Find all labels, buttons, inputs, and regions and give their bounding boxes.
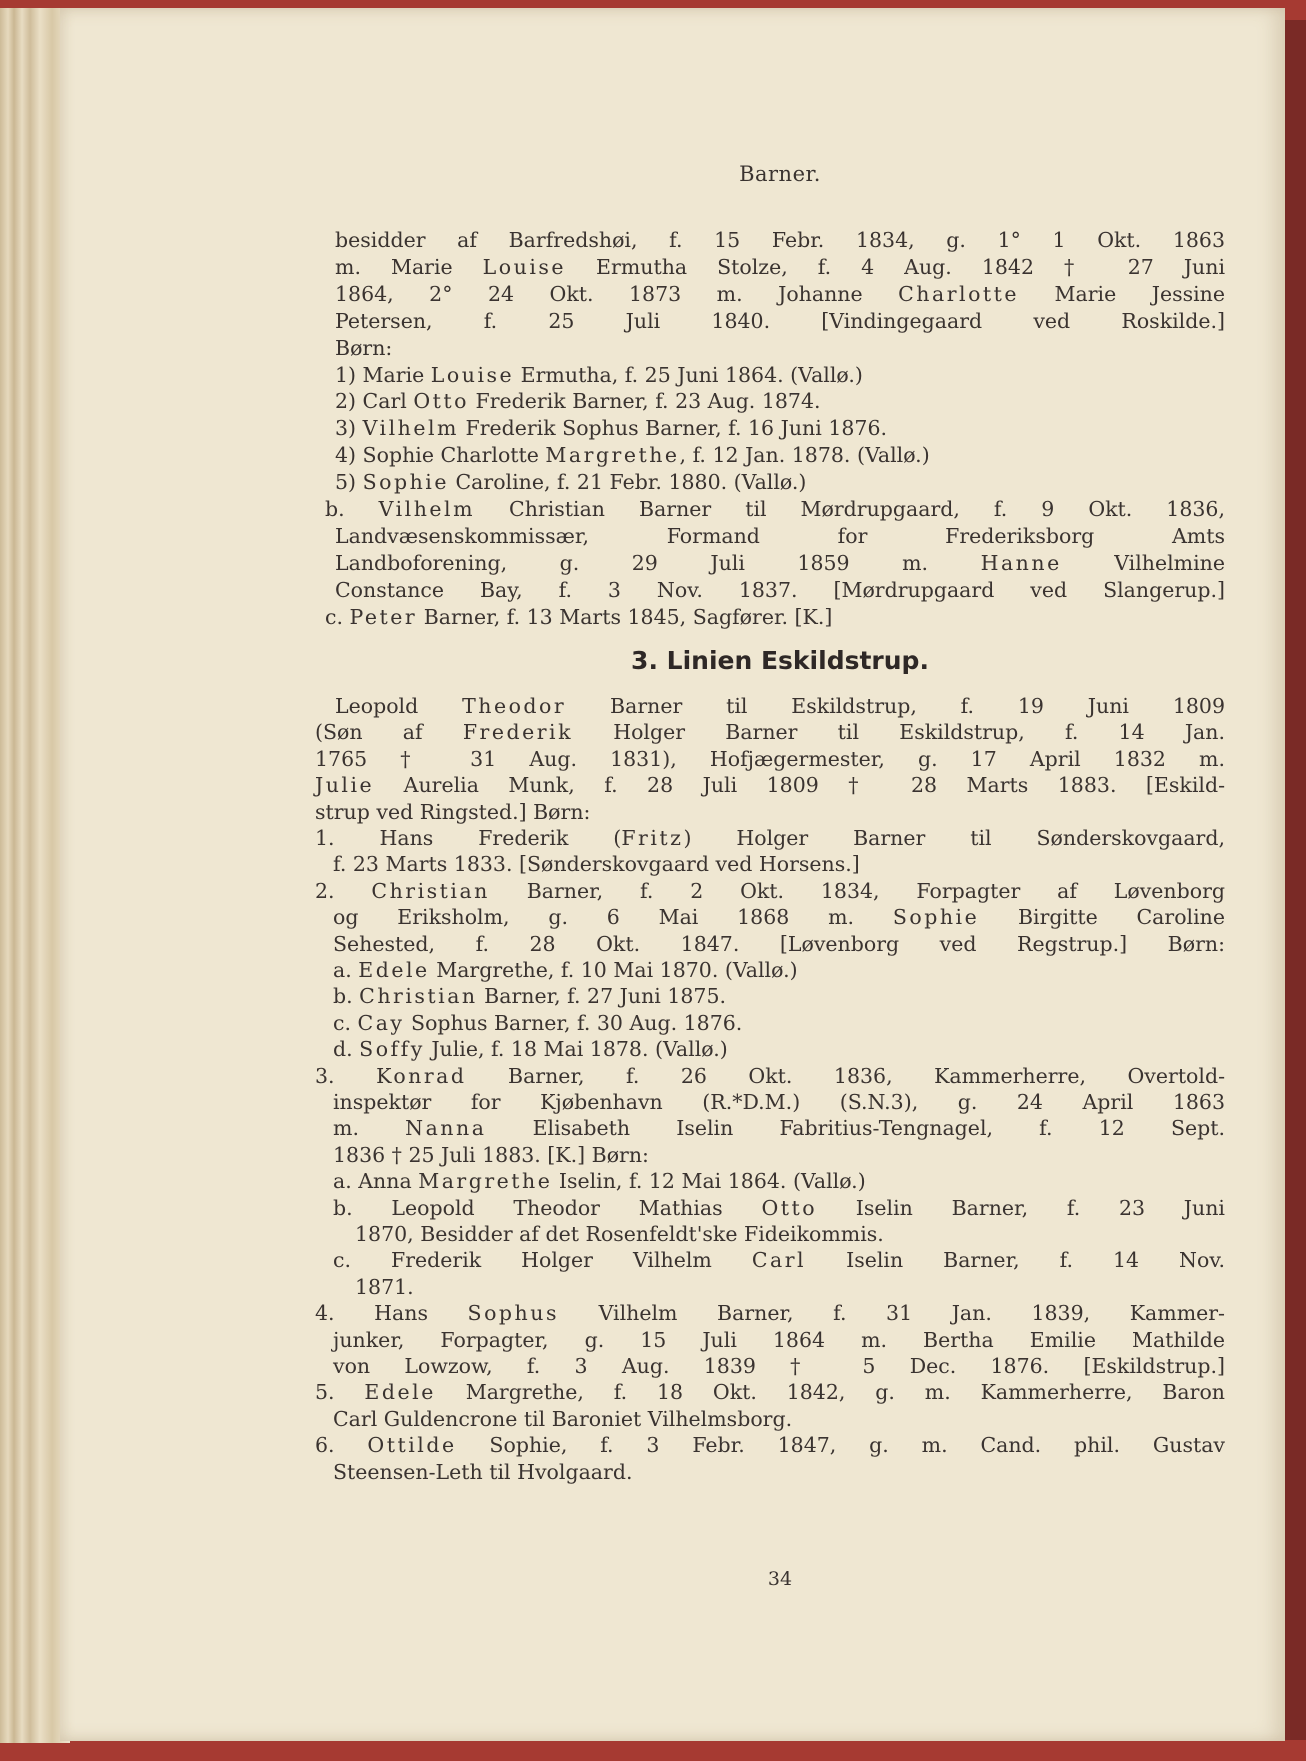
text-segment: 3. [315, 1063, 377, 1088]
text-line [325, 603, 1225, 631]
spaced-name: Edele [358, 958, 430, 982]
text-segment: d. [333, 1037, 360, 1062]
text-line [315, 745, 1225, 773]
text-line [333, 1194, 1225, 1222]
spaced-name: Konrad [376, 1063, 467, 1088]
spaced-name: Frederik [462, 720, 574, 745]
text-segment: Sehested, f. 28 Okt. 1847. [Løvenborg ved Regstrup.] Børn: [333, 931, 1225, 956]
spaced-name: Peter [349, 604, 418, 629]
text-line [335, 307, 1225, 335]
text-line [333, 1326, 1225, 1354]
text-line [325, 495, 1225, 523]
text-segment: b. Leopold Theodor Mathias [333, 1195, 762, 1220]
text-segment: Ermutha Stolze, f. 4 Aug. 1842 † 27 Juni [566, 254, 1225, 279]
text-segment: strup ved Ringsted.] Børn: [315, 799, 591, 824]
text-segment: Barner, f. 26 Okt. 1836, Kammerherre, Overtold- [466, 1063, 1226, 1088]
text-segment: (Søn af [315, 720, 463, 745]
text-line [333, 956, 1225, 984]
text-line [335, 692, 1225, 720]
text-segment: Ermutha, f. 25 Juni 1864. (Vallø.) [514, 362, 863, 387]
page-number: 34 [767, 1568, 793, 1590]
text-segment: Barner, f. 27 Juni 1875. [477, 984, 727, 1009]
text-segment: a. Anna [333, 1169, 419, 1194]
text-line [335, 280, 1225, 308]
text-segment: besidder af Barfredshøi, f. 15 Febr. 1834, g. 1° 1 Okt. 1863 [335, 228, 1225, 252]
text-line [335, 334, 1225, 362]
text-line [333, 1141, 1225, 1169]
spaced-name: Louise [482, 254, 567, 279]
spaced-name: Christian [371, 878, 490, 903]
text-segment: junker, Forpagter, g. 15 Juli 1864 m. Bertha Emilie Mathilde [333, 1327, 1225, 1352]
text-segment: b. [325, 497, 379, 521]
text-line [333, 1458, 1225, 1486]
spaced-name: Edele [364, 1380, 436, 1405]
text-segment: 2. [315, 878, 372, 903]
text-line [335, 522, 1225, 550]
text-segment: Sophie, f. 3 Febr. 1847, g. m. Cand. phil. Gustav [456, 1433, 1226, 1458]
spaced-name: Fritz [621, 826, 684, 850]
text-segment: Aurelia Munk, f. 28 Juli 1809 † 28 Marts 1883. [Eskild- [374, 773, 1225, 798]
spaced-name: Sophie [892, 905, 980, 930]
text-segment: inspektør for Kjøbenhavn (R.*D.M.) (S.N.3), g. 24 April 1863 [333, 1090, 1225, 1114]
text-segment: 4) Sophie Charlotte [335, 443, 546, 468]
text-segment: 5) [335, 470, 363, 495]
running-head: Barner. [739, 162, 821, 186]
text-segment: og Eriksholm, g. 6 Mai 1868 m. [333, 905, 893, 930]
text-line [335, 576, 1225, 604]
spaced-name: Sophie [362, 470, 449, 495]
text-line [335, 253, 1225, 281]
text-line [333, 1167, 1225, 1195]
text-line [333, 903, 1225, 931]
text-segment: , f. 12 Jan. 1878. (Vallø.) [679, 443, 930, 468]
text-segment: Barner, f. 2 Okt. 1834, Forpagter af Løvenborg [489, 878, 1225, 903]
spaced-name: Louise [430, 362, 515, 387]
text-segment: Frederik Barner, f. 23 Aug. 1874. [468, 389, 821, 414]
spaced-name: Cay [357, 1010, 405, 1035]
spaced-name: Julie [315, 773, 375, 798]
text-segment: Sophus Barner, f. 30 Aug. 1876. [404, 1010, 743, 1035]
text-segment: c. [333, 1010, 358, 1035]
text-segment: Landvæsenskommissær, Formand for Frederiksborg Amts [335, 523, 1225, 548]
text-segment: ) Holger Barner til Sønderskovgaard, [683, 826, 1225, 850]
text-line [315, 824, 1225, 852]
spaced-name: Vilhelm [378, 497, 476, 521]
text-line [333, 1009, 1225, 1037]
text-segment: Margrethe, f. 10 Mai 1870. (Vallø.) [429, 958, 798, 982]
text-segment: b. [333, 984, 360, 1009]
text-segment: Constance Bay, f. 3 Nov. 1837. [Mørdrupgaard ved Slangerup.] [335, 577, 1225, 602]
text-line [333, 1246, 1225, 1274]
text-segment: Margrethe, f. 18 Okt. 1842, g. m. Kammerherre, Baron [435, 1380, 1225, 1405]
text-line [315, 877, 1225, 905]
spaced-name: Nanna [405, 1116, 487, 1141]
text-segment: Birgitte Caroline [979, 905, 1225, 930]
spaced-name: Ottilde [367, 1433, 457, 1458]
text-segment: Vilhelmine [1061, 550, 1225, 575]
text-segment: 1836 † 25 Juli 1883. [K.] Børn: [333, 1142, 649, 1167]
text-line [333, 930, 1225, 958]
text-line [335, 549, 1225, 577]
text-segment: 3) [335, 416, 363, 441]
text-line [333, 1352, 1225, 1380]
text-segment: m. Marie [335, 254, 483, 279]
text-line [333, 1035, 1225, 1063]
text-segment: Landboforening, g. 29 Juli 1859 m. [335, 550, 981, 575]
spaced-name: Hanne [980, 550, 1062, 575]
text-segment: 4. Hans [315, 1301, 468, 1326]
spaced-name: Theodor [462, 694, 567, 718]
text-segment: 1870, Besidder af det Rosenfeldt'ske Fideikommis. [355, 1222, 884, 1246]
text-line [335, 468, 1225, 496]
text-segment: Elisabeth Iselin Fabritius-Tengnagel, f. 12 Sept. [486, 1116, 1225, 1141]
text-segment: Vilhelm Barner, f. 31 Jan. 1839, Kammer- [558, 1301, 1225, 1326]
text-segment: 1864, 2° 24 Okt. 1873 m. Johanne [335, 281, 899, 306]
text-line [335, 414, 1225, 442]
text-segment: 2) Carl [335, 389, 414, 414]
text-segment: Steensen-Leth til Hvolgaard. [333, 1459, 633, 1484]
text-segment: Børn: [335, 335, 393, 360]
text-line [333, 850, 1225, 878]
text-segment: Barner, f. 13 Marts 1845, Sagfører. [K.] [417, 604, 833, 629]
text-segment: Iselin Barner, f. 14 Nov. [806, 1248, 1225, 1273]
text-segment: Caroline, f. 21 Febr. 1880. (Vallø.) [448, 470, 807, 495]
text-segment: a. [333, 958, 359, 982]
text-line [355, 1273, 1225, 1301]
spaced-name: Carl [751, 1248, 807, 1273]
book-page [60, 8, 1285, 1741]
text-line [333, 1405, 1225, 1433]
spaced-name: Margrethe [545, 443, 680, 468]
text-segment: 1765 † 31 Aug. 1831), Hofjægermester, g. 17 April 1832 m. [315, 746, 1225, 771]
text-segment: Holger Barner til Eskildstrup, f. 14 Jan. [573, 720, 1225, 745]
text-segment: Iselin, f. 12 Mai 1864. (Vallø.) [552, 1169, 866, 1194]
spaced-name: Margrethe [418, 1169, 553, 1194]
text-segment: c. [325, 604, 350, 629]
spaced-name: Sophus [467, 1301, 559, 1326]
text-line [315, 718, 1225, 746]
text-line [335, 361, 1225, 389]
text-segment: c. Frederik Holger Vilhelm [333, 1248, 752, 1273]
text-segment: Carl Guldencrone til Baroniet Vilhelmsborg. [333, 1406, 793, 1431]
spaced-name: Christian [359, 984, 478, 1009]
text-segment: Frederik Sophus Barner, f. 16 Juni 1876. [458, 416, 888, 441]
text-segment: m. [333, 1116, 406, 1141]
text-segment: 5. [315, 1380, 365, 1405]
text-line [333, 1088, 1225, 1116]
text-segment: Petersen, f. 25 Juli 1840. [Vindingegaard ved Roskilde.] [335, 308, 1225, 333]
text-line [333, 1114, 1225, 1142]
spaced-name: Charlotte [898, 281, 1020, 306]
text-line [315, 798, 1225, 826]
text-line [355, 1220, 1225, 1248]
text-segment: von Lowzow, f. 3 Aug. 1839 † 5 Dec. 1876. [Eskildstrup.] [333, 1354, 1225, 1378]
text-line [315, 1431, 1225, 1459]
book-cover-edge [1285, 20, 1306, 1740]
spaced-name: Otto [761, 1195, 818, 1220]
text-line [333, 982, 1225, 1010]
text-segment: 1. Hans Frederik ( [315, 826, 622, 850]
section-heading: 3. Linien Eskildstrup. [631, 646, 929, 675]
text-line [335, 387, 1225, 415]
text-segment: Julie, f. 18 Mai 1878. (Vallø.) [424, 1037, 728, 1062]
text-line [335, 226, 1225, 254]
text-segment: Leopold [335, 694, 463, 718]
text-line [315, 1062, 1225, 1090]
text-line [315, 1378, 1225, 1406]
text-line [335, 441, 1225, 469]
text-segment: 1) Marie [335, 362, 431, 387]
text-line [315, 1299, 1225, 1327]
spaced-name: Soffy [359, 1037, 425, 1062]
text-segment: Iselin Barner, f. 23 Juni [817, 1195, 1225, 1220]
text-segment: Barner til Eskildstrup, f. 19 Juni 1809 [566, 694, 1225, 718]
text-segment: Marie Jessine [1019, 281, 1226, 306]
text-line [315, 771, 1225, 799]
text-segment: 1871. [355, 1274, 414, 1299]
text-segment: Christian Barner til Mørdrupgaard, f. 9 Okt. 1836, [475, 497, 1225, 521]
text-segment: f. 23 Marts 1833. [Sønderskovgaard ved Horsens.] [333, 852, 860, 877]
spaced-name: Vilhelm [362, 416, 459, 441]
text-segment: 6. [315, 1433, 368, 1458]
spaced-name: Otto [413, 389, 469, 414]
